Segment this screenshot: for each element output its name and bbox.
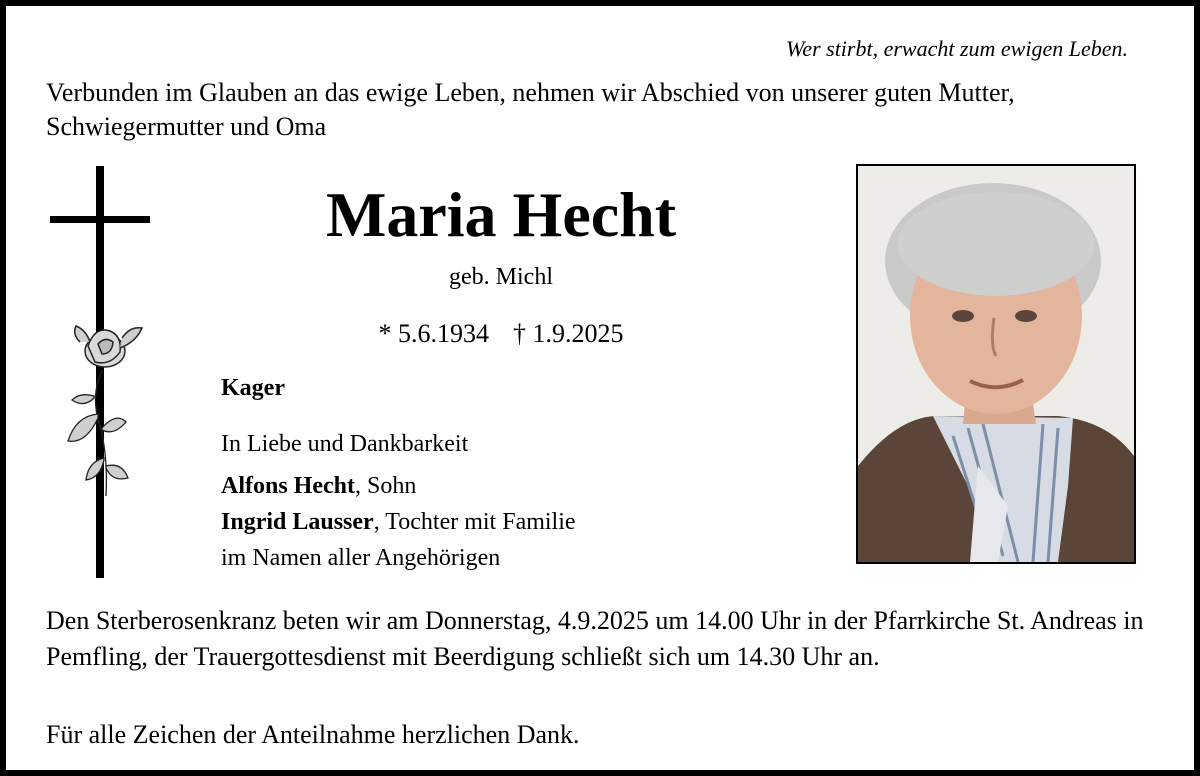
family-member-relation: , Tochter mit Familie (373, 509, 576, 535)
birth-name: geb. Michl (449, 264, 553, 290)
birth-date: * 5.6.1934 (378, 319, 489, 348)
thanks-note: Für alle Zeichen der Anteilnahme herzlichen Dank. (46, 720, 580, 749)
place-name: Kager (221, 375, 285, 401)
deceased-name: Maria Hecht (325, 179, 677, 250)
intro-text: Verbunden im Glauben an das ewige Leben, nehmen wir Abschied von unserer guten Mutter, Schwiegermutter und Oma (46, 78, 1015, 141)
family-member-name: Ingrid Lausser (221, 509, 374, 535)
service-info: Den Sterberosenkranz beten wir am Donnerstag, 4.9.2025 um 14.00 Uhr in der Pfarrkirche St. Andreas in Pemfling, der Trauergottesdienst mit Beerdigung schließt sich um 14.30 Uhr an. (46, 606, 1144, 671)
family-member (221, 468, 576, 504)
death-date: † 1.9.2025 (513, 319, 624, 348)
family-member-name: Alfons Hecht (221, 473, 355, 499)
family-closing: im Namen aller Angehörigen (221, 545, 501, 571)
family-member (221, 504, 576, 540)
motto: Wer stirbt, erwacht zum ewigen Leben. (786, 36, 1128, 61)
family-member-relation: , Sohn (355, 473, 417, 499)
family-block (221, 426, 576, 576)
cross-with-rose-icon (50, 166, 152, 578)
life-dates (236, 319, 766, 349)
portrait-photo (856, 164, 1136, 564)
family-intro: In Liebe und Dankbarkeit (221, 431, 469, 457)
